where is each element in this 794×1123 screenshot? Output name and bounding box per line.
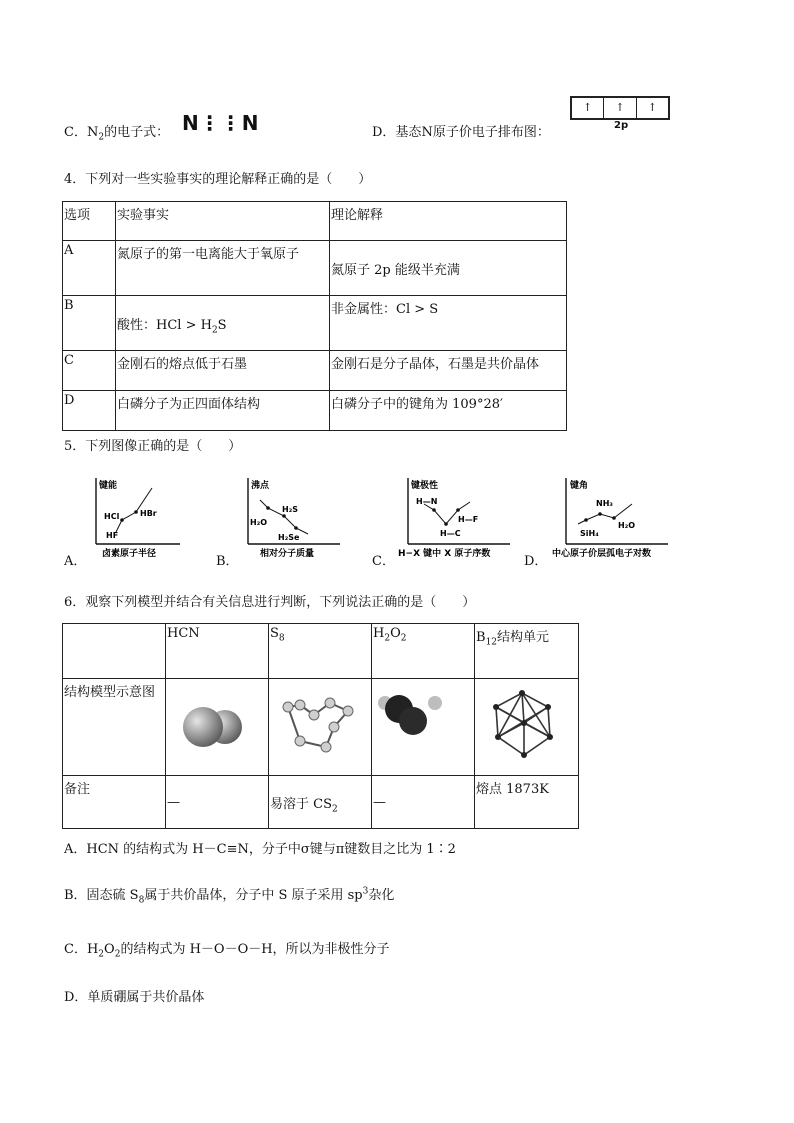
q6-stem: 6．观察下列模型并结合有关信息进行判断，下列说法正确的是（ ） [64,595,476,610]
b12-model-cell [475,679,579,776]
q4-row-c-fact: 金刚石的熔点低于石墨 [116,351,330,391]
q4-row-c-theory: 金刚石是分子晶体，石墨是共价晶体 [330,351,567,391]
q6-header-s8: $S_8$ [269,624,372,679]
q4-row-a-theory: 氮原子 2p 能级半充满 [330,241,567,296]
q6-row-label-note: 备注 [63,776,166,829]
hcn-model-image [167,695,263,755]
q4-row-d-theory: 白磷分子中的键角为 109°28′ [330,391,567,431]
q6-note-hcn: — [166,776,269,829]
graph-b-pt1: H₂O [250,518,267,527]
q6-row-label-model: 结构模型示意图 [63,679,166,776]
q4-row-c-opt: C [63,351,116,391]
q3-option-c: C．$N_2$的电子式： [64,125,170,143]
graph-c-ylabel: 键极性 [411,481,439,491]
graph-d-label: D． [524,554,548,569]
graph-d [548,474,678,560]
q4-header-option: 选项 [63,202,116,241]
orbital-diagram [570,96,670,120]
q4-row-d-fact: 白磷分子为正四面体结构 [116,391,330,431]
q4-row-a-fact: 氮原子的第一电离能大于氧原子 [116,241,330,296]
orbital-box-3: ↑ [647,101,657,114]
graph-b [236,474,346,560]
q4-row-b-theory: 非金属性：Cl > S [330,296,567,351]
graph-b-pt2: H₂S [282,505,298,514]
q6-note-s8: 易溶于 $CS_2$ [269,776,372,829]
graph-b-xlabel: 相对分子质量 [260,549,315,559]
graph-b-ylabel: 沸点 [251,481,270,491]
q4-row-a-opt: A [63,241,116,296]
graph-c-pt1: H—N [416,497,438,506]
table-row [63,241,567,296]
graph-d-pt1: SiH₄ [580,529,599,538]
table-row [63,351,567,391]
graph-d-pt3: H₂O [618,521,635,530]
q6-corner-cell [63,624,166,679]
q6-header-b12: $B_{12}$结构单元 [475,624,579,679]
q6-option-c: C．$H_2O_2$的结构式为 H－O－O－H，所以为非极性分子 [64,942,390,960]
graph-c-pt2: H—C [440,529,461,538]
graph-c-label: C． [372,554,395,569]
orbital-box-2: ↑ [604,98,636,118]
h2o2-model-image [373,687,469,763]
q6-note-b12: 熔点 1873K [475,776,579,829]
q6-header-hcn: HCN [166,624,269,679]
q4-header-fact: 实验事实 [116,202,330,241]
graph-a-ylabel: 键能 [99,481,118,491]
graph-d-xlabel: 中心原子价层孤电子对数 [552,549,652,559]
q4-row-b-opt: B [63,296,116,351]
q3-option-d: D．基态N原子价电子排布图： [372,125,550,140]
graph-a [84,474,184,560]
graph-a-label: A． [64,554,87,569]
q4-row-b-fact: 酸性：HCl > $H_2S$ [116,296,330,351]
s8-model-cell [269,679,372,776]
q4-stem: 4．下列对一些实验事实的理论解释正确的是（ ） [64,172,372,187]
n2-electron-formula: N⋮⋮N [182,111,260,135]
graph-b-label: B． [216,554,239,569]
table-row [63,391,567,431]
q6-option-d: D．单质硼属于共价晶体 [64,990,205,1005]
graph-c-xlabel: H−X 键中 X 原子序数 [398,549,491,559]
q6-table [62,623,579,829]
graph-c [396,474,516,560]
orbital-box-1: ↑ [572,98,604,118]
graph-a-pt1: HF [106,531,119,540]
graph-a-pt3: HBr [140,509,157,518]
q4-header-theory: 理论解释 [330,202,567,241]
q6-note-h2o2: — [372,776,475,829]
b12-model-image [476,685,572,765]
q6-option-a: A．HCN 的结构式为 H－C≡N，分子中σ键与π键数目之比为 1∶2 [64,842,456,857]
s8-model-image [270,687,366,763]
q4-table [62,201,567,431]
graph-b-pt3: H₂Se [278,533,300,542]
graph-a-xlabel: 卤素原子半径 [102,549,157,559]
graph-a-pt2: HCl [104,512,120,521]
table-row [63,296,567,351]
graph-c-pt3: H—F [458,515,479,524]
hcn-model-cell [166,679,269,776]
q6-option-b: B．固态硫 $S_8$属于共价晶体，分子中 S 原子采用 $sp^3$杂化 [64,886,395,906]
h2o2-model-cell [372,679,475,776]
q5-stem: 5．下列图像正确的是（ ） [64,439,242,454]
q4-row-d-opt: D [63,391,116,431]
graph-d-ylabel: 键角 [570,481,589,491]
q6-header-h2o2: $H_2O_2$ [372,624,475,679]
graph-d-pt2: NH₃ [596,499,613,508]
orbital-label: 2p [614,120,629,131]
